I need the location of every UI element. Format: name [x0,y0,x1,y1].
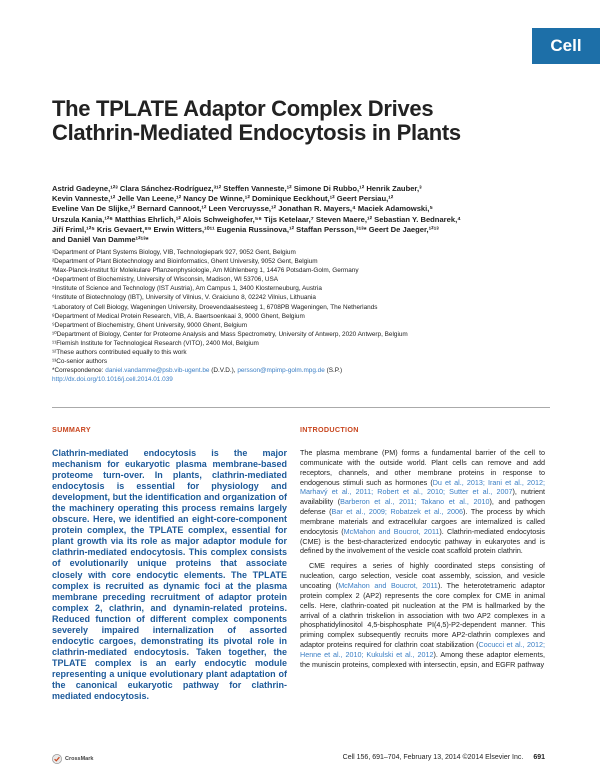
author-line: and Daniël Van Damme¹²¹³* [52,235,149,245]
page-footer [300,754,545,761]
intro-text: ). The heterotetrameric adaptor protein complex 2 (AP2) represents the core complex for CME in animal cells. Here, clathrin-coated pit nucleation at the PM is hallmarked by the arrival of a clathrin triskelion in association with two AP2 complexes in a phosphatidylinositol 4,5-bisphosphate PI(4,5)-P2-dependent manner. This priming complex subsequently recruits more AP2-clathrin complexes and adaptor proteins required for clathrin coat stabilization ( [300,580,546,650]
summary-heading: SUMMARY [52,425,91,434]
correspondence-label: *Correspondence: [52,367,104,375]
affiliation: ⁶Institute of Biotechnology (IBT), University of Vilnius, V. Graiciuno 8, 02242 Vilnius, Lithuania [52,294,316,302]
correspondence-initials-1: (D.V.D.), [211,367,236,375]
affiliation: ³Max-Planck-Institut für Molekulare Pflanzenphysiologie, Am Mühlenberg 1, 14476 Potsdam-Golm, Germany [52,267,359,275]
doi-link[interactable]: http://dx.doi.org/10.1016/j.cell.2014.01.039 [52,376,173,384]
page-number: 691 [533,754,545,761]
summary-text: Clathrin-mediated endocytosis is the major mechanism for eukaryotic plasma membrane-based proteome turn-over. In plants, clathrin-mediated endocytosis is essential for physiology and development, but the identification and organization of the machinery operating this process remains largely obscure. Here, we identified an eight-core-component protein complex, the TPLATE complex, essential for plant growth via its role as major adaptor module for clathrin-mediated endocytosis. This complex consists of evolutionarily unique proteins that associate closely with core endocytic elements. The TPLATE complex is recruited as dynamic foci at the plasma membrane preceding recruitment of adaptor protein complex 2, clathrin, and dynamin-related proteins. Reduced function of different complex components severely impaired internalization of assorted endocytic cargoes, demonstrating its pivotal role in clathrin-mediated endocytosis. Taken together, the TPLATE complex is an early endocytic module representing a unique evolutionary plant adaptation of the canonical eukaryotic pathway for clathrin-mediated endocytosis. [52,448,287,702]
citation-link[interactable]: Barberon et al., 2011; Takano et al., 2010 [340,497,490,507]
affiliation: ⁸Department of Medical Protein Research, VIB, A. Baertsoenkaai 3, 9000 Ghent, Belgium [52,312,305,320]
email-link-1[interactable]: daniel.vandamme@psb.vib-ugent.be [105,367,210,375]
correspondence-initials-2: (S.P.) [326,367,343,375]
intro-paragraph [300,448,545,556]
article-title: The TPLATE Adaptor Complex Drives Clathrin-Mediated Endocytosis in Plants [52,96,461,145]
correspondence [52,366,552,375]
author-line: Astrid Gadeyne,¹²³ Clara Sánchez-Rodríguez,³¹² Steffen Vanneste,¹² Simone Di Rubbo,¹² Henrik Zauber,³ [52,184,422,193]
affiliation: ²Department of Plant Biotechnology and Bioinformatics, Ghent University, 9052 Gent, Belgium [52,258,318,266]
affiliation: ¹²These authors contributed equally to this work [52,349,187,357]
intro-text: ). Among these adaptor elements, the muniscin proteins, complexed with intersectin, epsin, and EGFR pathway [300,649,546,669]
citation-link[interactable]: Cocucci et al., 2012; Henne et al., 2010; Kukulski et al., 2012 [300,640,545,659]
affiliation: ¹Department of Plant Systems Biology, VIB, Technologiepark 927, 9052 Gent, Belgium [52,249,296,256]
affiliation: ⁷Laboratory of Cell Biology, Wageningen University, Droevendaalsesteeg 1, 6708PB Wageningen, The Netherlands [52,303,378,311]
crossmark-label: CrossMark [65,756,94,762]
affiliation: ⁴Department of Biochemistry, University of Wisconsin, Madison, WI 53706, USA [52,276,279,284]
introduction-heading: INTRODUCTION [300,425,359,434]
intro-text: CME requires a series of highly coordinated steps consisting of nucleation, cargo selection, vesicle coat assembly, scission, and vesicle uncoating ( [300,561,545,590]
author-line: Eveline Van De Slijke,¹² Bernard Cannoot,¹² Leen Vercruysse,¹² Jonathan R. Mayers,⁴ Maciek Adamowski,⁵ [52,204,433,214]
affiliation: ⁹Department of Biochemistry, Ghent University, 9000 Ghent, Belgium [52,321,248,329]
affiliation: ⁵Institute of Science and Technology (IST Austria), Am Campus 1, 3400 Klosterneuburg, Austria [52,285,322,293]
affiliation-list [52,248,552,384]
citation-link[interactable]: McMahon and Boucrot, 2011 [338,580,438,590]
author-line: Urszula Kania,¹²⁶ Matthias Ehrlich,¹² Alois Schweighofer,⁵⁶ Tijs Ketelaar,⁷ Steven Maere,¹² Sebastian Y. Bednarek,⁴ [52,214,461,224]
intro-text: ). The process by which membrane materials and extracellular cargoes are internalized is called endocytosis ( [300,507,546,536]
journal-logo: Cell [532,28,600,64]
affiliation: ¹⁰Department of Biology, Center for Proteome Analysis and Mass Spectrometry, University of Antwerp, 2020 Antwerp, Belgium [52,330,408,338]
author-line: Kevin Vanneste,¹² Jelle Van Leene,¹² Nancy De Winne,¹² Dominique Eeckhout,¹² Geert Persiau,¹² [52,194,394,204]
crossmark-icon [52,754,62,764]
citation-link[interactable]: Du et al., 2013; Irani et al., 2012; Marhavý et al., 2011; Robert et al., 2010; Sutter et al., 2007 [300,477,545,497]
crossmark-badge[interactable] [52,754,93,764]
author-list [52,184,552,245]
introduction-body [300,448,545,670]
intro-text: ). Clathrin-mediated endocytosis (CME) is the best-characterized endocytic pathway in eukaryotes and is defined by the involvement of the vesicle coat scaffold protein clathrin. [300,526,545,556]
citation-link[interactable]: Bar et al., 2009; Robatzek et al., 2006 [331,507,464,517]
email-link-2[interactable]: persson@mpimp-golm.mpg.de [237,367,325,375]
affiliation: ¹¹Flemish Institute for Technological Research (VITO), 2400 Mol, Belgium [52,339,259,347]
affiliation: ¹³Co-senior authors [52,358,108,366]
intro-paragraph [300,561,545,669]
author-line: Jiří Friml,¹²⁵ Kris Gevaert,⁸⁹ Erwin Witters,¹⁰¹¹ Eugenia Russinova,¹² Staffan Persson,³¹³* Geert De Jaeger,¹²¹³ [52,224,439,234]
intro-text: ), and pathogen defense ( [300,497,545,517]
footer-citation: Cell 156, 691–704, February 13, 2014 ©2014 Elsevier Inc. [342,754,524,761]
section-divider [52,407,550,408]
citation-link[interactable]: McMahon and Boucrot, 2011 [343,526,440,536]
intro-text: The plasma membrane (PM) forms a fundamental barrier of the cell to communicate with the outside world. Plant cells can remove and add receptors, channels, and other membrane proteins in response to endogenous stimuli such as hormones ( [300,448,545,487]
intro-text: ), nutrient availability ( [300,487,545,507]
